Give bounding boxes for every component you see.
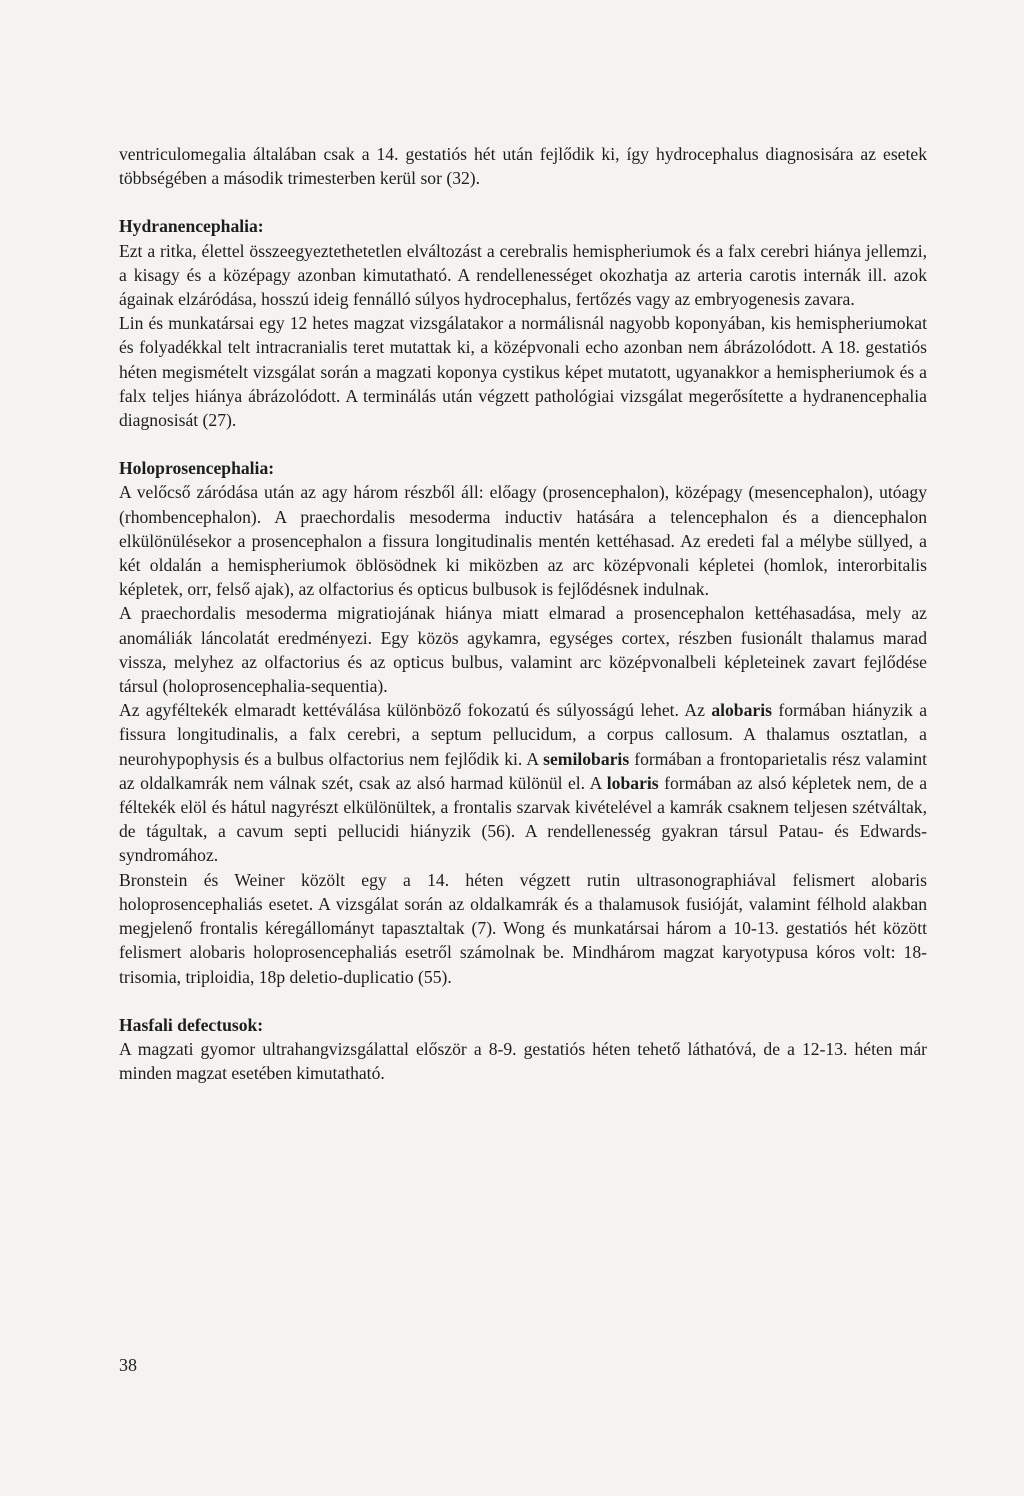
section-gap bbox=[119, 989, 927, 1013]
holoprosencephalia-paragraph-4: Bronstein és Weiner közölt egy a 14. héten végzett rutin ultrasonographiával felismert alobaris holoprosencephaliás esetet. A vizsgálat során az oldalkamrák és a thalamusok fusióját, valamint félhold alakban megjelenő frontalis kéregállományt tapasztaltak (7). Wong és munkatársai három a 10-13. gestatiós hét között felismert alobaris holoprosencephaliás esetről számolnak be. Mindhárom magzat karyotypusa kóros volt: 18-trisomia, triploidia, 18p deletio-duplicatio (55). bbox=[119, 869, 927, 987]
p3-text-mid-1: formában hiányzik a fissura longitudinalis, a falx cerebri, a septum pellucidum, a corpus callosum. A thalamus osztatlan, a neurohypophysis és a bulbus olfactorius nem fejlődik ki. A bbox=[119, 700, 928, 769]
section-gap bbox=[119, 432, 927, 456]
holoprosencephalia-paragraph-3 bbox=[119, 698, 927, 867]
section-gap bbox=[119, 190, 927, 214]
heading-holoprosencephalia: Holoprosencephalia: bbox=[119, 458, 275, 479]
term-alobaris: alobaris bbox=[711, 700, 772, 721]
hasfali-paragraph-1: A magzati gyomor ultrahangvizsgálattal először a 8-9. gestatiós héten tehető láthatóvá, de a 12-13. héten már minden magzat esetében kimutatható. bbox=[119, 1038, 927, 1084]
term-lobaris: lobaris bbox=[606, 772, 659, 793]
heading-hasfali-defectusok: Hasfali defectusok: bbox=[119, 1014, 264, 1035]
body-text bbox=[119, 142, 927, 1085]
p3-text-end: formában az alsó képletek nem, de a féltekék elöl és hátul nagyrészt elkülönültek, a frontalis szarvak kivételével a kamrák csaknem teljesen szétváltak, de tágultak, a cavum septi pellucidi hiányzik (56). A rendellenesség gyakran társul Patau- és Edwards-syndromához. bbox=[119, 772, 928, 866]
term-semilobaris: semilobaris bbox=[543, 748, 630, 769]
p3-text-mid-2: formában a frontoparietalis rész valamint az oldalkamrák nem válnak szét, csak az alsó harmad különül el. A bbox=[119, 748, 928, 793]
intro-paragraph: ventriculomegalia általában csak a 14. gestatiós hét után fejlődik ki, így hydrocephalus diagnosisára az esetek többségében a második trimesterben kerül sor (32). bbox=[119, 144, 927, 189]
p3-text-start: Az agyféltekék elmaradt kettéválása különböző fokozatú és súlyosságú lehet. Az bbox=[119, 700, 712, 721]
hydranencephalia-paragraph-2: Lin és munkatársai egy 12 hetes magzat vizsgálatakor a normálisnál nagyobb koponyában, kis hemispheriumokat és folyadékkal telt intracranialis teret mutattak ki, a középvonali echo azonban nem ábrázolódott. A 18. gestatiós héten megismételt vizsgálat során a magzati koponya cystikus képet mutatott, ugyanakkor a hemispheriumok és a falx teljes hiánya ábrázolódott. A terminálás után végzett pathológiai vizsgálat megerősítette a hydranencephalia diagnosisát (27). bbox=[119, 313, 927, 431]
hydranencephalia-paragraph-1: Ezt a ritka, élettel összeegyeztethetetlen elváltozást a cerebralis hemispheriumok és a falx cerebri hiánya jellemzi, a kisagy és a középagy azonban kimutatható. A rendellenességet okozhatja az arteria carotis internák ill. azok ágainak elzáródása, hosszú ideig fennálló súlyos hydrocephalus, fertőzés vagy az embryogenesis zavara. bbox=[119, 240, 927, 310]
page-number: 38 bbox=[119, 1355, 137, 1375]
heading-hydranencephalia: Hydranencephalia: bbox=[119, 216, 264, 237]
holoprosencephalia-paragraph-1: A velőcső záródása után az agy három részből áll: előagy (prosencephalon), középagy (mesencephalon), utóagy (rhombencephalon). A praechordalis mesoderma inductiv hatására a telencephalon és a diencephalon elkülönülésekor a prosencephalon a fissura longitudinalis mentén kettéhasad. Az eredeti fal a mélybe süllyed, a két oldalán a hemispheriumok öblösödnek ki miközben az arc középvonali képletei (homlok, interorbitalis képletek, orr, felső ajak), az olfactorius és opticus bulbusok is fejlődésnek indulnak. bbox=[119, 482, 927, 600]
holoprosencephalia-paragraph-2: A praechordalis mesoderma migratiojának hiánya miatt elmarad a prosencephalon kettéhasadása, mely az anomáliák láncolatát eredményezi. Egy közös agykamra, egységes cortex, részben fusionált thalamus marad vissza, melyhez az olfactorius és az opticus bulbus, valamint arc középvonalbeli képleteinek zavart fejlődése társul (holoprosencephalia-sequentia). bbox=[119, 603, 927, 697]
